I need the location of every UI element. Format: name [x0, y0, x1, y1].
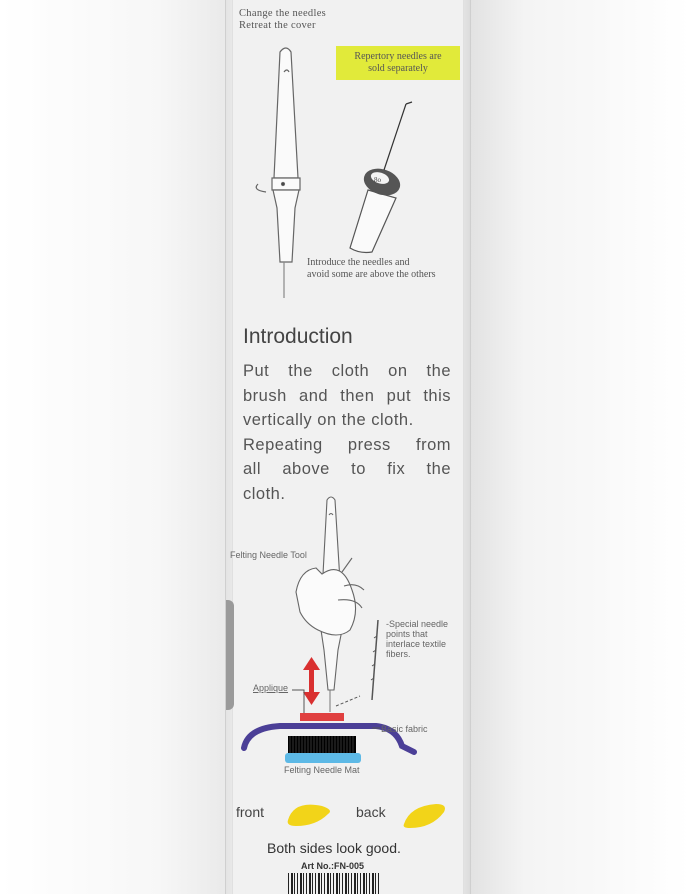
hand-with-tool-icon — [296, 497, 364, 690]
art-number: Art No.:FN-005 — [301, 861, 365, 871]
special-needle-icon — [371, 620, 378, 700]
back-label: back — [356, 804, 386, 820]
felting-needle-tool-label: Felting Needle Tool — [230, 550, 307, 560]
applique-label: Applique — [253, 683, 289, 693]
introduction-line: all above to fix the — [243, 460, 451, 478]
introduction-line: brush and then put this — [243, 386, 451, 405]
felting-mat-icon — [285, 736, 361, 763]
svg-text:8o: 8o — [374, 176, 381, 184]
felting-mat-label: Felting Needle Mat — [284, 765, 360, 775]
up-down-arrow-icon — [303, 657, 320, 705]
introduction-body — [243, 359, 451, 506]
introduction-line: vertically on the cloth. — [243, 411, 414, 429]
both-sides-caption: Both sides look good. — [267, 840, 401, 856]
felting-tool-icon — [256, 48, 300, 298]
front-label: front — [236, 804, 265, 820]
back-leaf-icon — [404, 804, 445, 828]
special-needle-label: -Special needle points that interlace textile fibers. — [386, 619, 449, 659]
barcode — [288, 873, 380, 894]
needle-holder-icon — [350, 102, 412, 253]
applique-piece — [300, 713, 344, 721]
introduction-line: Put the cloth on the — [243, 362, 451, 380]
introduce-needles-caption: Introduce the needles and avoid some are above the others — [307, 257, 436, 280]
basic-fabric-label: Basic fabric — [381, 724, 428, 734]
introduction-line: Repeating press from — [243, 435, 451, 454]
repertory-needles-badge: Repertory needles are sold separately — [336, 46, 460, 80]
introduction-title: Introduction — [243, 325, 353, 348]
change-needles-caption: Change the needles Retreat the cover — [239, 8, 327, 31]
introduction-line: cloth. — [243, 484, 286, 503]
front-leaf-icon — [288, 805, 330, 826]
